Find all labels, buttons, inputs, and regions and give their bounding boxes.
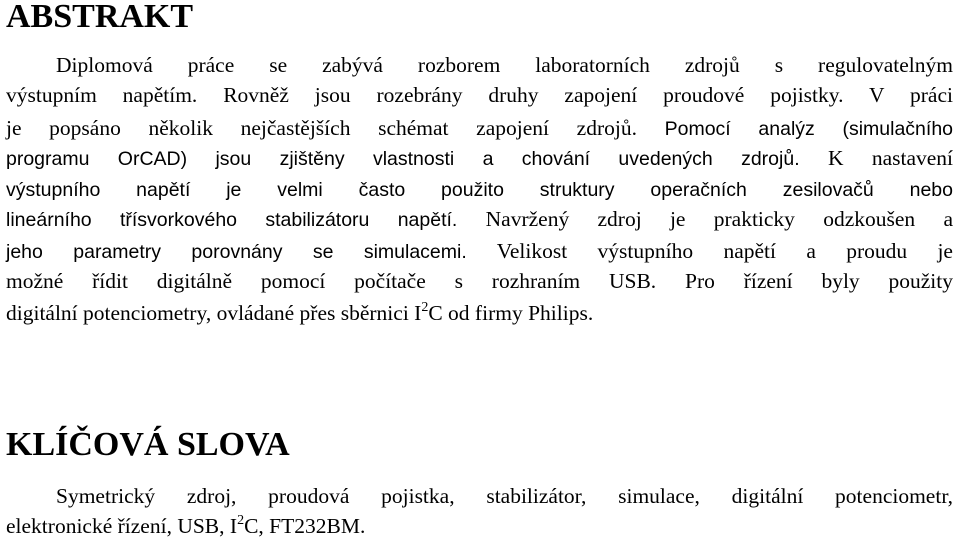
abstract-line-4-serif: K nastavení [827, 146, 954, 170]
abstract-line-6-sans: lineárního třísvorkového stabilizátoru napětí. [6, 209, 458, 231]
abstract-line-8-b: Pro řízení byly použity [685, 269, 953, 293]
abstract-line-3-sans: Pomocí analýz (simulačního [664, 118, 954, 140]
abstract-line-4-sans: programu OrCAD) jsou zjištěny vlastnosti a chování uvedených zdrojů. [6, 148, 800, 170]
abstract-line-6 [6, 204, 953, 234]
keywords-line-2 [6, 511, 953, 541]
i2c-superscript: 2 [421, 300, 429, 315]
keywords-i2c-superscript: 2 [237, 513, 245, 528]
abstract-line-7 [6, 236, 953, 266]
abstract-line-5: výstupního napětí je velmi často použito struktury operačních zesilovačů nebo [6, 179, 953, 201]
keywords-line-1: Symetrický zdroj, proudová pojistka, stabilizátor, simulace, digitální potenciometr, [56, 484, 953, 508]
keywords-line-2-b: C, FT232BM. [244, 514, 366, 538]
abstract-line-7-serif: Velikost výstupního napětí a proudu je [496, 239, 953, 263]
abstract-line-4 [6, 143, 953, 173]
abstract-line-2: výstupním napětím. Rovněž jsou rozebrány druhy zapojení proudové pojistky. V práci [6, 83, 953, 107]
keywords-line-2-a: elektronické řízení, USB, I [6, 514, 238, 538]
abstract-line-9-b: C od firmy Philips. [428, 301, 594, 325]
abstract-line-3 [6, 113, 953, 143]
abstract-line-9 [6, 298, 953, 328]
abstract-line-3-serif: je popsáno několik nejčastějších schémat zapojení zdrojů. [6, 116, 637, 140]
abstract-line-6-serif: Navržený zdroj je prakticky odzkoušen a [485, 207, 953, 231]
abstract-heading: ABSTRAKT [6, 0, 194, 35]
abstract-line-1: Diplomová práce se zabývá rozborem laboratorních zdrojů s regulovatelným [56, 53, 953, 77]
abstract-line-7-sans: jeho parametry porovnány se simulacemi. [6, 241, 467, 263]
abstract-line-9-a: digitální potenciometry, ovládané přes sběrnici I [6, 301, 422, 325]
abstract-line-8-a: možné řídit digitálně pomocí počítače s rozhraním USB. [6, 269, 657, 293]
abstract-line-8 [6, 266, 953, 296]
keywords-heading: KLÍČOVÁ SLOVA [6, 426, 290, 463]
